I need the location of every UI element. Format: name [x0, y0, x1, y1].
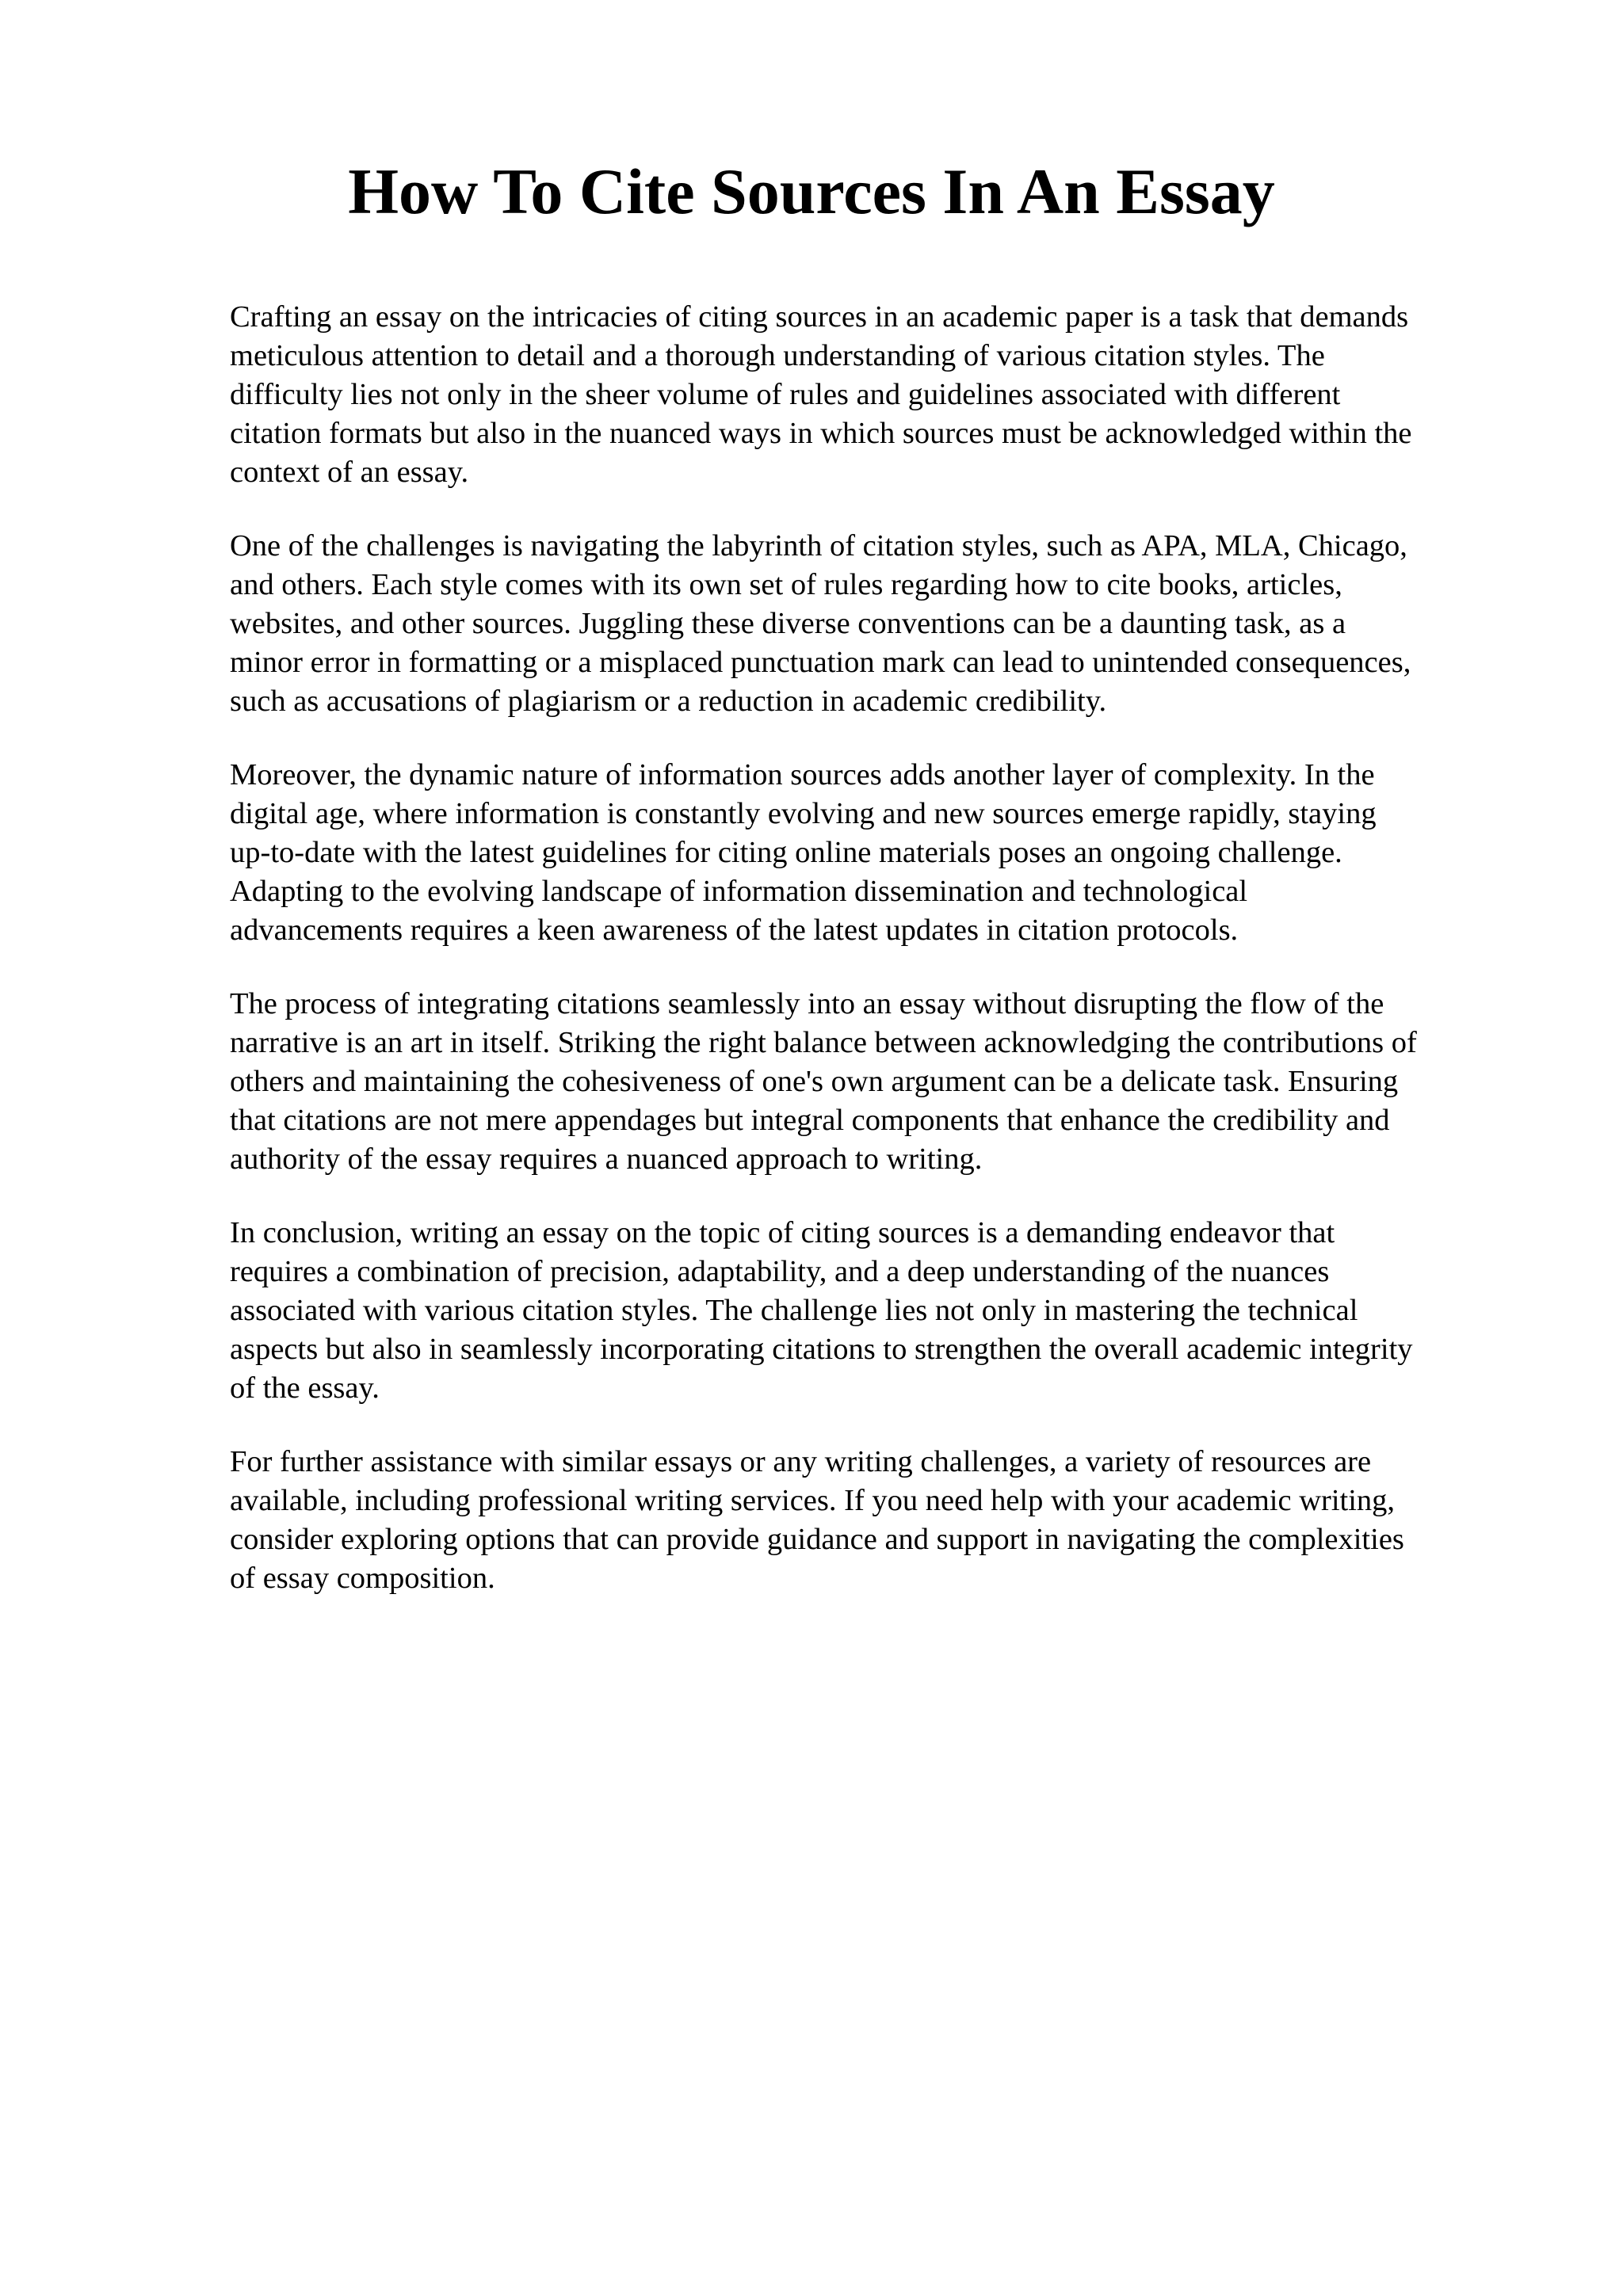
text-line: requires a combination of precision, adaptability, and a deep understanding of the nuances — [230, 1255, 1330, 1288]
text-line: In conclusion, writing an essay on the topic of citing sources is a demanding endeavor that — [230, 1216, 1335, 1249]
text-line: such as accusations of plagiarism or a reduction in academic credibility. — [230, 685, 1107, 718]
paragraph-4 — [230, 985, 1529, 1179]
text-line: websites, and other sources. Juggling these diverse conventions can be a daunting task, as a — [230, 607, 1346, 640]
text-line: The process of integrating citations seamlessly into an essay without disrupting the flow of the — [230, 987, 1384, 1020]
text-line: Moreover, the dynamic nature of information sources adds another layer of complexity. In the — [230, 758, 1375, 791]
text-line: Crafting an essay on the intricacies of citing sources in an academic paper is a task that demands — [230, 300, 1409, 334]
text-line: of the essay. — [230, 1371, 380, 1405]
paragraph-5 — [230, 1214, 1529, 1408]
paragraph-1 — [230, 298, 1529, 492]
text-line: For further assistance with similar essays or any writing challenges, a variety of resources are — [230, 1445, 1372, 1478]
text-line: citation formats but also in the nuanced ways in which sources must be acknowledged within the — [230, 417, 1412, 450]
text-line: of essay composition. — [230, 1562, 495, 1595]
paragraph-2 — [230, 527, 1529, 721]
text-line: narrative is an art in itself. Striking the right balance between acknowledging the contributions of — [230, 1026, 1417, 1059]
text-line: One of the challenges is navigating the labyrinth of citation styles, such as APA, MLA, Chicago, — [230, 529, 1407, 563]
text-line: consider exploring options that can provide guidance and support in navigating the complexities — [230, 1523, 1404, 1556]
text-line: available, including professional writing services. If you need help with your academic writing, — [230, 1484, 1396, 1517]
paragraph-3 — [230, 756, 1529, 950]
text-line: that citations are not mere appendages but integral components that enhance the credibility and — [230, 1104, 1390, 1137]
essay-body — [230, 298, 1529, 1633]
text-line: authority of the essay requires a nuanced approach to writing. — [230, 1142, 983, 1176]
text-line: and others. Each style comes with its own set of rules regarding how to cite books, articles, — [230, 568, 1342, 601]
text-line: others and maintaining the cohesiveness of one's own argument can be a delicate task. Ensuring — [230, 1065, 1399, 1098]
text-line: meticulous attention to detail and a thorough understanding of various citation styles. The — [230, 339, 1325, 372]
text-line: up-to-date with the latest guidelines for citing online materials poses an ongoing challenge. — [230, 836, 1342, 869]
paragraph-6 — [230, 1443, 1529, 1598]
page-title: How To Cite Sources In An Essay — [348, 155, 1275, 227]
text-line: Adapting to the evolving landscape of information dissemination and technological — [230, 875, 1248, 908]
text-line: difficulty lies not only in the sheer volume of rules and guidelines associated with different — [230, 378, 1341, 411]
text-line: minor error in formatting or a misplaced punctuation mark can lead to unintended consequences, — [230, 646, 1411, 679]
text-line: aspects but also in seamlessly incorporating citations to strengthen the overall academic integrity — [230, 1333, 1413, 1366]
text-line: digital age, where information is constantly evolving and new sources emerge rapidly, staying — [230, 797, 1377, 830]
text-line: context of an essay. — [230, 456, 469, 489]
text-line: associated with various citation styles. The challenge lies not only in mastering the technical — [230, 1294, 1358, 1327]
text-line: advancements requires a keen awareness of the latest updates in citation protocols. — [230, 913, 1239, 947]
